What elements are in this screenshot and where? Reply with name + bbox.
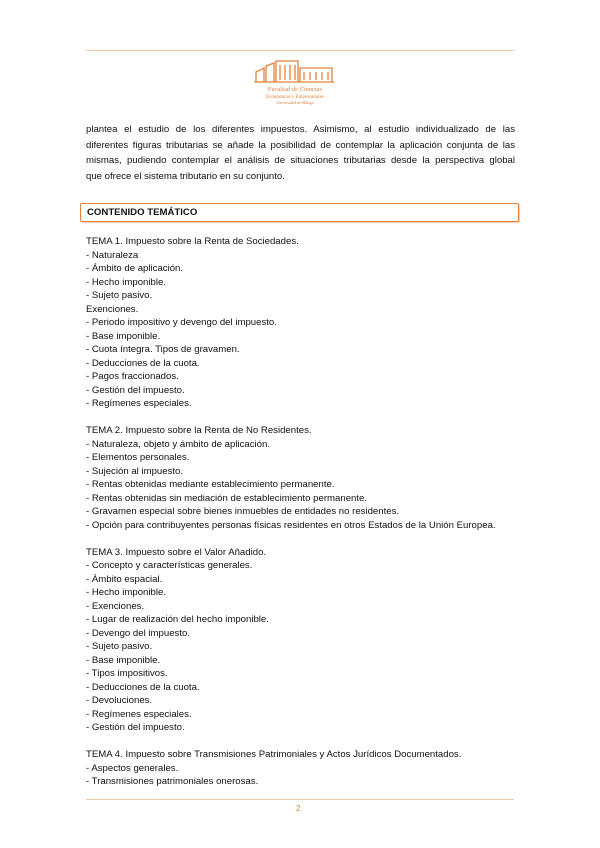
intro-line: mismas, pudiendo contemplar el análisis de situaciones tributarias desde la perspectiva global [86, 155, 515, 166]
intro-line: plantea el estudio de los diferentes impuestos. Asimismo, al estudio individualizado de las [86, 124, 515, 135]
tema-item: - Hecho imponible. [86, 276, 166, 288]
tema-item: - Transmisiones patrimoniales onerosas. [86, 776, 259, 787]
tema-title: TEMA 2. Impuesto sobre la Renta de No Residentes. [86, 425, 312, 436]
tema-item: - Devengo del impuesto. [86, 627, 190, 639]
tema-title: TEMA 4. Impuesto sobre Transmisiones Patrimoniales y Actos Jurídicos Documentados. [86, 749, 462, 760]
tema-title: TEMA 3. Impuesto sobre el Valor Añadido. [86, 546, 267, 558]
tema-block [86, 748, 526, 789]
tema-item: - Sujeto pasivo. [86, 290, 153, 301]
tema-item: - Naturaleza [86, 249, 139, 261]
tema-item: - Sujeto pasivo. [86, 641, 153, 652]
intro-line: que ofrece el sistema tributario en su conjunto. [86, 170, 285, 182]
temas-list [86, 235, 526, 802]
logo-line-1: Facultad de Ciencias [267, 86, 323, 93]
tema-item: - Rentas obtenidas mediante establecimiento permanente. [86, 479, 335, 490]
tema-item: - Elementos personales. [86, 452, 190, 463]
tema-item: - Tipos impositivos. [86, 668, 168, 679]
tema-item: - Pagos fraccionados. [86, 371, 179, 382]
tema-item: - Ámbito de aplicación. [86, 263, 184, 274]
tema-item: - Deducciones de la cuota. [86, 681, 200, 693]
page-number: 2 [296, 804, 301, 813]
tema-title: TEMA 1. Impuesto sobre la Renta de Sociedades. [86, 236, 299, 247]
logo-line-3: Universidad de Málaga [276, 100, 314, 105]
tema-item: - Sujeción al impuesto. [86, 465, 184, 477]
section-title: CONTENIDO TEMÁTICO [87, 207, 198, 218]
tema-item: - Exenciones. [86, 600, 145, 612]
tema-item: - Cuota íntegra. Tipos de gravamen. [86, 344, 240, 355]
tema-item: - Base imponible. [86, 654, 161, 666]
tema-item: - Devoluciones. [86, 695, 153, 706]
tema-item: - Rentas obtenidas sin mediación de establecimiento permanente. [86, 492, 368, 504]
tema-item: - Aspectos generales. [86, 762, 179, 774]
tema-item: - Regímenes especiales. [86, 708, 192, 720]
tema-item: - Gravamen especial sobre bienes inmuebles de entidades no residentes. [86, 506, 400, 517]
footer-rule [86, 799, 514, 800]
logo-line-2: Económicas y Empresariales [266, 95, 324, 100]
tema-item: - Regímenes especiales. [86, 398, 192, 409]
tema-item: - Concepto y características generales. [86, 560, 253, 571]
tema-block [86, 546, 526, 735]
faculty-logo [252, 58, 338, 110]
tema-item: - Ámbito espacial. [86, 573, 163, 585]
tema-item: - Periodo impositivo y devengo del impuesto. [86, 317, 277, 328]
tema-item: - Opción para contribuyentes personas físicas residentes en otros Estados de la Unión Europea. [86, 519, 496, 531]
tema-block [86, 424, 526, 532]
tema-item: Exenciones. [86, 303, 139, 315]
intro-paragraph [86, 122, 515, 184]
tema-item: - Gestión del impuesto. [86, 722, 185, 733]
intro-line: diferentes figuras tributarias se añade la posibilidad de contemplar la aplicación conjunta de las [86, 139, 515, 151]
tema-item: - Lugar de realización del hecho imponible. [86, 614, 269, 625]
tema-block [86, 235, 526, 411]
tema-item: - Deducciones de la cuota. [86, 357, 200, 369]
header-rule [86, 50, 514, 51]
tema-item: - Gestión del impuesto. [86, 384, 185, 396]
tema-item: - Hecho imponible. [86, 587, 166, 598]
section-header-box [80, 203, 519, 222]
tema-item: - Base imponible. [86, 330, 161, 342]
tema-item: - Naturaleza, objeto y ámbito de aplicación. [86, 438, 270, 450]
